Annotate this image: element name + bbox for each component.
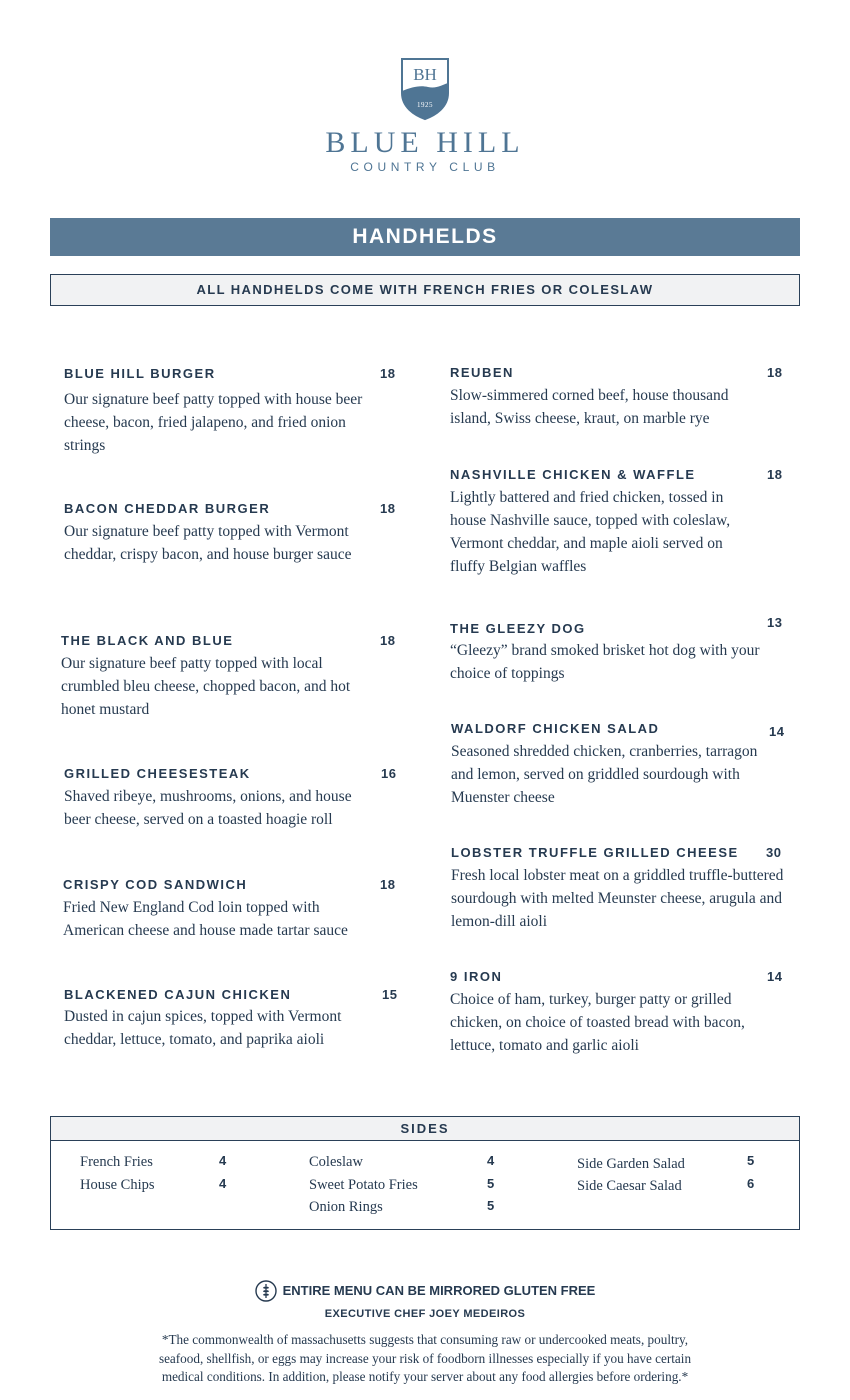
item-price: 18 (380, 877, 396, 892)
side-name: French Fries (80, 1154, 153, 1170)
item-price: 30 (766, 845, 782, 860)
item-price: 16 (381, 766, 397, 781)
item-name: THE BLACK AND BLUE (61, 633, 234, 648)
item-name: LOBSTER TRUFFLE GRILLED CHEESE (451, 845, 739, 860)
crest-year: 1925 (417, 101, 433, 109)
item-description: Our signature beef patty topped with Vermont cheddar, crispy bacon, and house burger sauce (64, 523, 352, 563)
gluten-free-notice (0, 1279, 850, 1303)
item-price: 14 (767, 969, 783, 984)
item-description: Dusted in cajun spices, topped with Vermont cheddar, lettuce, tomato, and paprika aioli (64, 1008, 342, 1048)
item-description: Fresh local lobster meat on a griddled truffle-buttered sourdough with melted Meunster cheese, arugula and lemon-dill aioli (451, 867, 784, 930)
health-disclaimer: *The commonwealth of massachusetts suggests that consuming raw or undercooked meats, poultry, seafood, shellfish, or eggs may increase your risk of foodborn illnesses especially if you have certain medical conditions. In addition, please notify your server about any food allergies before ordering.* (158, 1332, 692, 1384)
side-price: 6 (747, 1176, 755, 1191)
brand-name: BLUE HILL (325, 126, 525, 159)
gluten-free-text: ENTIRE MENU CAN BE MIRRORED GLUTEN FREE (282, 1283, 596, 1298)
item-price: 18 (380, 501, 396, 516)
item-description: Fried New England Cod loin topped with American cheese and house made tartar sauce (63, 899, 348, 939)
brand-subtitle: COUNTRY CLUB (350, 160, 500, 174)
item-name: BACON CHEDDAR BURGER (64, 501, 271, 516)
club-crest-icon (398, 55, 452, 121)
section-title: HANDHELDS (50, 218, 800, 256)
side-price: 4 (487, 1153, 495, 1168)
item-name: BLUE HILL BURGER (64, 366, 216, 381)
item-price: 15 (382, 987, 398, 1002)
sides-title: SIDES (51, 1117, 799, 1141)
item-name: REUBEN (450, 365, 514, 380)
item-name: 9 IRON (450, 969, 503, 984)
item-name: CRISPY COD SANDWICH (63, 877, 248, 892)
item-description: Our signature beef patty topped with house beer cheese, bacon, fried jalapeno, and fried onion strings (64, 391, 363, 454)
side-price: 4 (219, 1153, 227, 1168)
side-price: 5 (487, 1198, 495, 1213)
item-description: Seasoned shredded chicken, cranberries, tarragon and lemon, served on griddled sourdough with Muenster cheese (451, 743, 758, 806)
side-name: Side Caesar Salad (577, 1178, 682, 1194)
item-price: 14 (769, 724, 785, 739)
item-price: 13 (767, 615, 783, 630)
executive-chef: EXECUTIVE CHEF JOEY MEDEIROS (324, 1308, 526, 1320)
side-name: Sweet Potato Fries (309, 1177, 418, 1193)
item-description: Slow-simmered corned beef, house thousand island, Swiss cheese, kraut, on marble rye (450, 387, 729, 427)
item-name: THE GLEEZY DOG (450, 621, 586, 636)
item-description: “Gleezy” brand smoked brisket hot dog with your choice of toppings (450, 642, 760, 682)
side-name: Coleslaw (309, 1154, 363, 1170)
item-description: Shaved ribeye, mushrooms, onions, and house beer cheese, served on a toasted hoagie roll (64, 788, 352, 828)
item-price: 18 (380, 366, 396, 381)
item-name: BLACKENED CAJUN CHICKEN (64, 987, 292, 1002)
item-description: Lightly battered and fried chicken, tossed in house Nashville sauce, topped with coleslaw, Vermont cheddar, and maple aioli served on fluffy Belgian waffles (450, 489, 731, 575)
sides-section (50, 1116, 800, 1230)
crest-monogram: BH (413, 65, 437, 84)
wheat-icon (255, 1280, 277, 1302)
item-price: 18 (767, 467, 783, 482)
side-price: 5 (747, 1153, 755, 1168)
side-name: House Chips (80, 1177, 155, 1193)
item-name: GRILLED CHEESESTEAK (64, 766, 251, 781)
item-description: Our signature beef patty topped with local crumbled bleu cheese, chopped bacon, and hot honet mustard (61, 655, 351, 718)
section-note: ALL HANDHELDS COME WITH FRENCH FRIES OR COLESLAW (50, 274, 800, 306)
item-price: 18 (380, 633, 396, 648)
side-price: 5 (487, 1176, 495, 1191)
item-description: Choice of ham, turkey, burger patty or grilled chicken, on choice of toasted bread with bacon, lettuce, tomato and garlic aioli (450, 991, 745, 1054)
club-logo (0, 55, 850, 174)
item-price: 18 (767, 365, 783, 380)
side-name: Onion Rings (309, 1199, 383, 1215)
side-price: 4 (219, 1176, 227, 1191)
side-name: Side Garden Salad (577, 1156, 685, 1172)
item-name: NASHVILLE CHICKEN & WAFFLE (450, 467, 696, 482)
item-name: WALDORF CHICKEN SALAD (451, 721, 660, 736)
